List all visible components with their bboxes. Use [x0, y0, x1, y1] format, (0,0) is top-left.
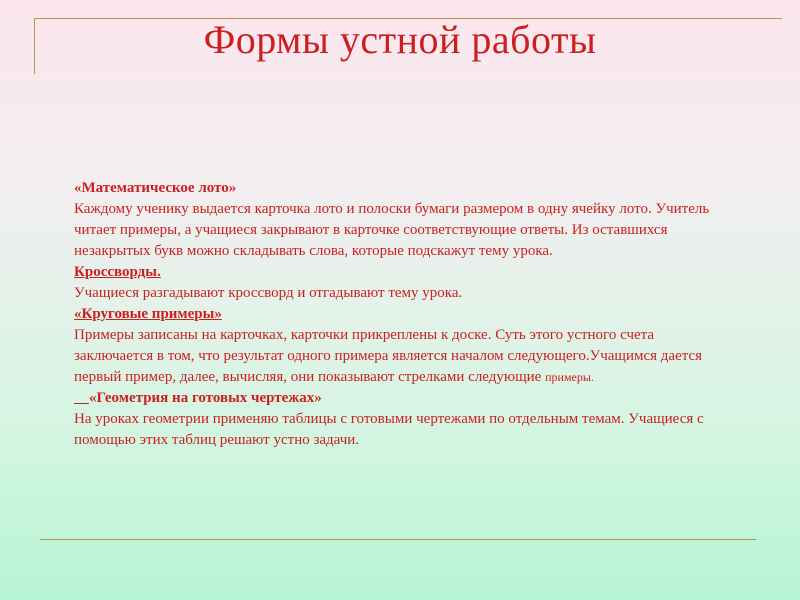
section-heading	[74, 388, 714, 409]
section-text-small: примеры.	[545, 370, 594, 384]
section-text: Примеры записаны на карточках, карточки прикреплены к доске. Суть этого устного счета заключается в том, что результат одного примера является началом следующего.Учащимся дается первый пример, далее, вычисляя, они показывают стрелками следующие	[74, 327, 703, 385]
section-text: Учащиеся разгадывают кроссворд и отгадывают тему урока.	[74, 285, 463, 301]
section-crosswords	[74, 262, 714, 304]
section-heading: «Математическое лото»	[74, 180, 237, 196]
section-text: Каждому ученику выдается карточка лото и полоски бумаги размером в одну ячейку лото. Учитель читает примеры, а учащиеся закрывают в карточке соответствующие ответы. Из оставшихся незакрытых букв можно складывать слова, которые подскажут тему урока.	[74, 201, 710, 259]
section-text: На уроках геометрии применяю таблицы с готовыми чертежами по отдельным темам. Учащиеся с помощью этих таблиц решают устно задачи.	[74, 411, 704, 448]
slide-content	[74, 178, 714, 451]
section-geometry	[74, 388, 714, 451]
section-heading-text: «Геометрия на готовых чертежах»	[89, 390, 322, 406]
section-heading: Кроссворды.	[74, 264, 161, 280]
section-math-lotto	[74, 178, 714, 262]
slide-title: Формы устной работы	[203, 17, 597, 62]
section-circular-examples	[74, 304, 714, 388]
section-heading: «Круговые примеры»	[74, 306, 222, 322]
frame-bottom-line	[40, 539, 756, 540]
